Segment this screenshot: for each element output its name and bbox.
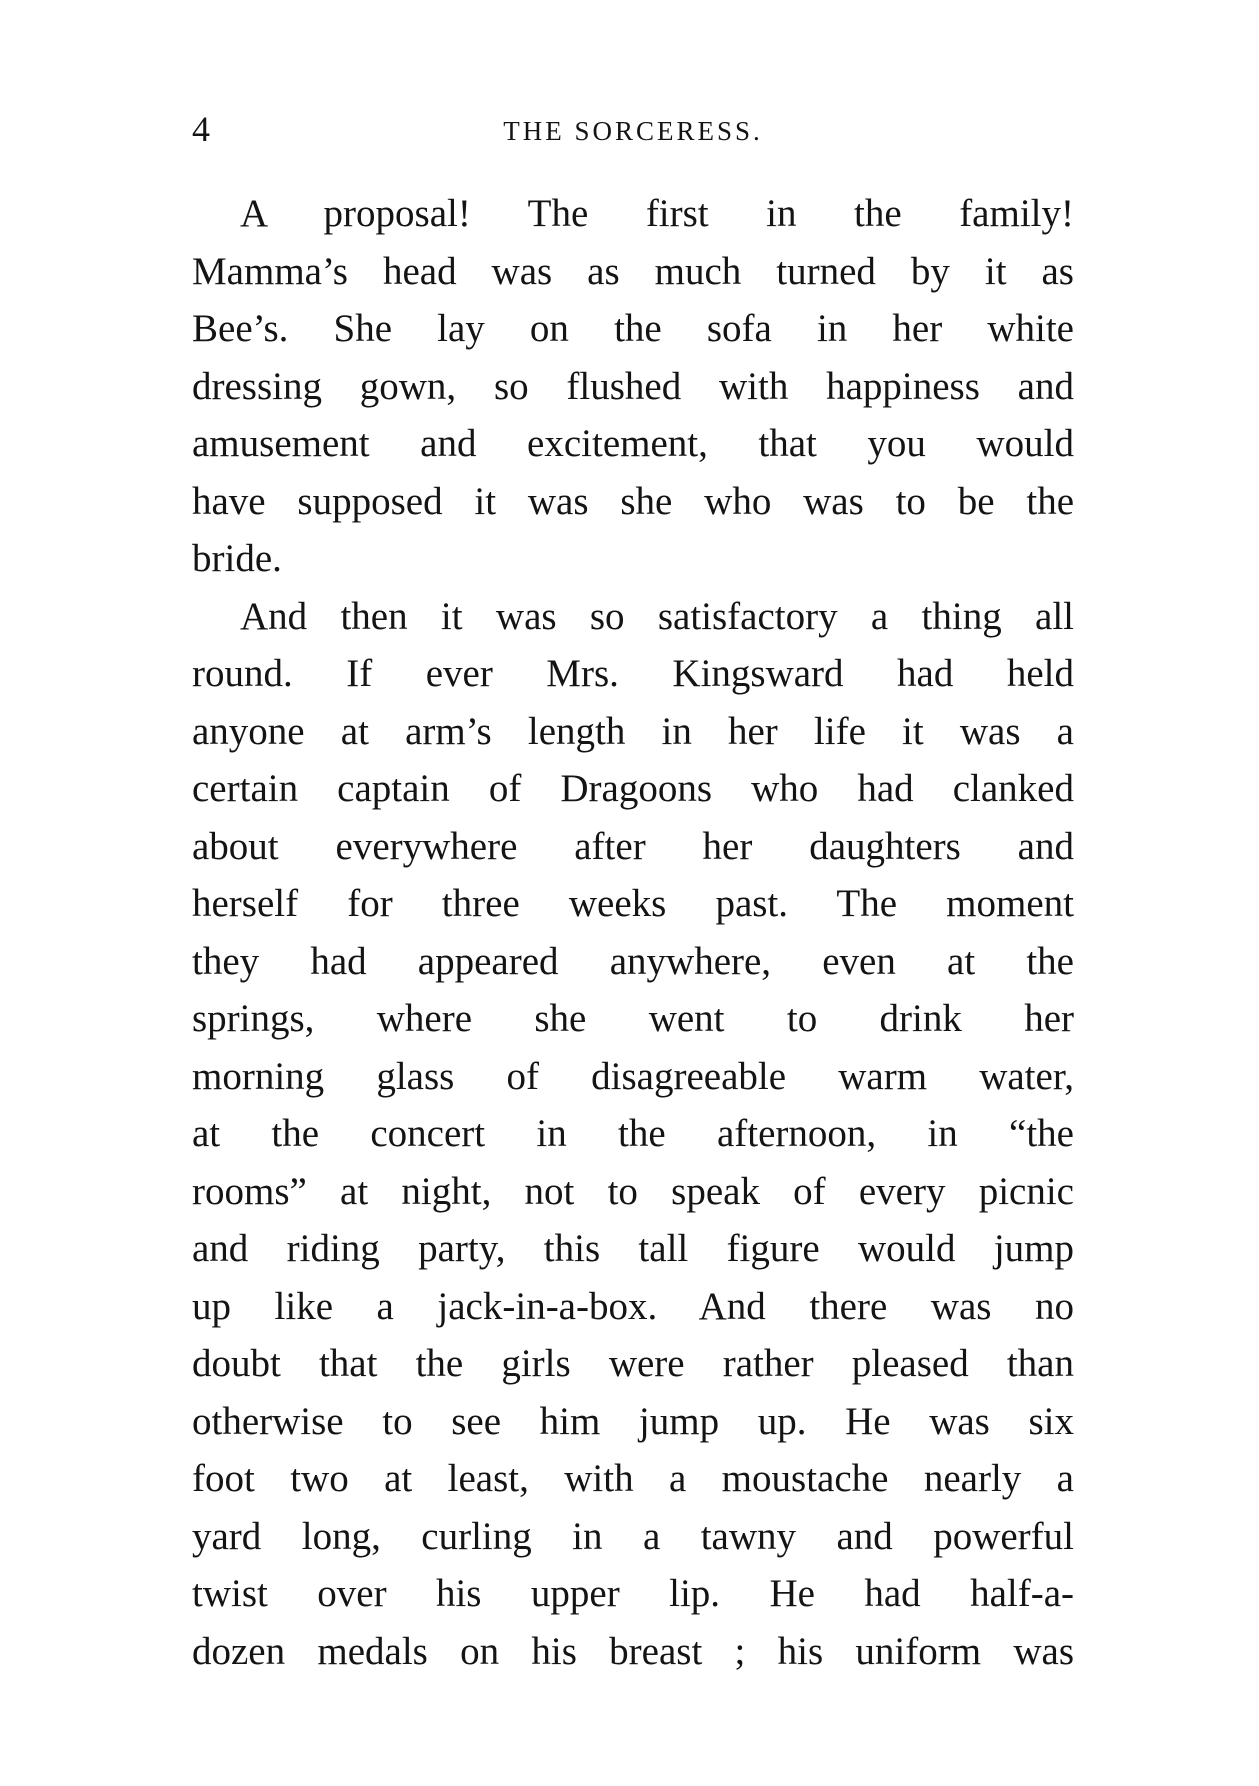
body-text [192, 185, 1074, 1680]
text-line: they had appeared anywhere, even at the [192, 939, 1074, 983]
text-line: springs, where she went to drink her [192, 997, 1074, 1040]
text-line: round. If ever Mrs. Kingsward had held [192, 652, 1074, 695]
text-line: Bee’s. She lay on the sofa in her white [192, 307, 1074, 350]
text-line: certain captain of Dragoons who had clanked [192, 767, 1074, 810]
text-line: twist over his upper lip. He had half-a- [192, 1572, 1074, 1615]
text-line: foot two at least, with a moustache nearly a [192, 1457, 1074, 1500]
running-head: THE SORCERESS. [503, 116, 763, 146]
page-number: 4 [192, 109, 210, 149]
text-line: and riding party, this tall figure would jump [192, 1227, 1074, 1270]
text-line: anyone at arm’s length in her life it was a [192, 709, 1074, 753]
text-line: yard long, curling in a tawny and powerful [192, 1514, 1074, 1558]
text-line: herself for three weeks past. The moment [192, 882, 1074, 925]
text-line: A proposal! The first in the family! [240, 192, 1074, 235]
text-line: rooms” at night, not to speak of every picnic [192, 1169, 1074, 1213]
text-line: about everywhere after her daughters and [192, 824, 1074, 868]
text-line: have supposed it was she who was to be the [192, 479, 1074, 523]
text-line: Mamma’s head was as much turned by it as [192, 249, 1074, 293]
page-header [192, 104, 1074, 154]
paragraph [192, 185, 1074, 588]
text-line: up like a jack-in-a-box. And there was no [192, 1284, 1074, 1328]
text-line: And then it was so satisfactory a thing all [240, 594, 1074, 638]
paragraph [192, 588, 1074, 1681]
text-line: at the concert in the afternoon, in “the [192, 1112, 1074, 1155]
text-line: bride. [192, 537, 282, 580]
text-line: dressing gown, so flushed with happiness and [192, 364, 1074, 408]
text-line: amusement and excitement, that you would [192, 422, 1074, 465]
text-line: morning glass of disagreeable warm water, [192, 1054, 1074, 1098]
text-line: doubt that the girls were rather pleased than [192, 1342, 1074, 1385]
text-line: dozen medals on his breast ; his uniform was [192, 1629, 1074, 1673]
text-line: otherwise to see him jump up. He was six [192, 1399, 1074, 1443]
